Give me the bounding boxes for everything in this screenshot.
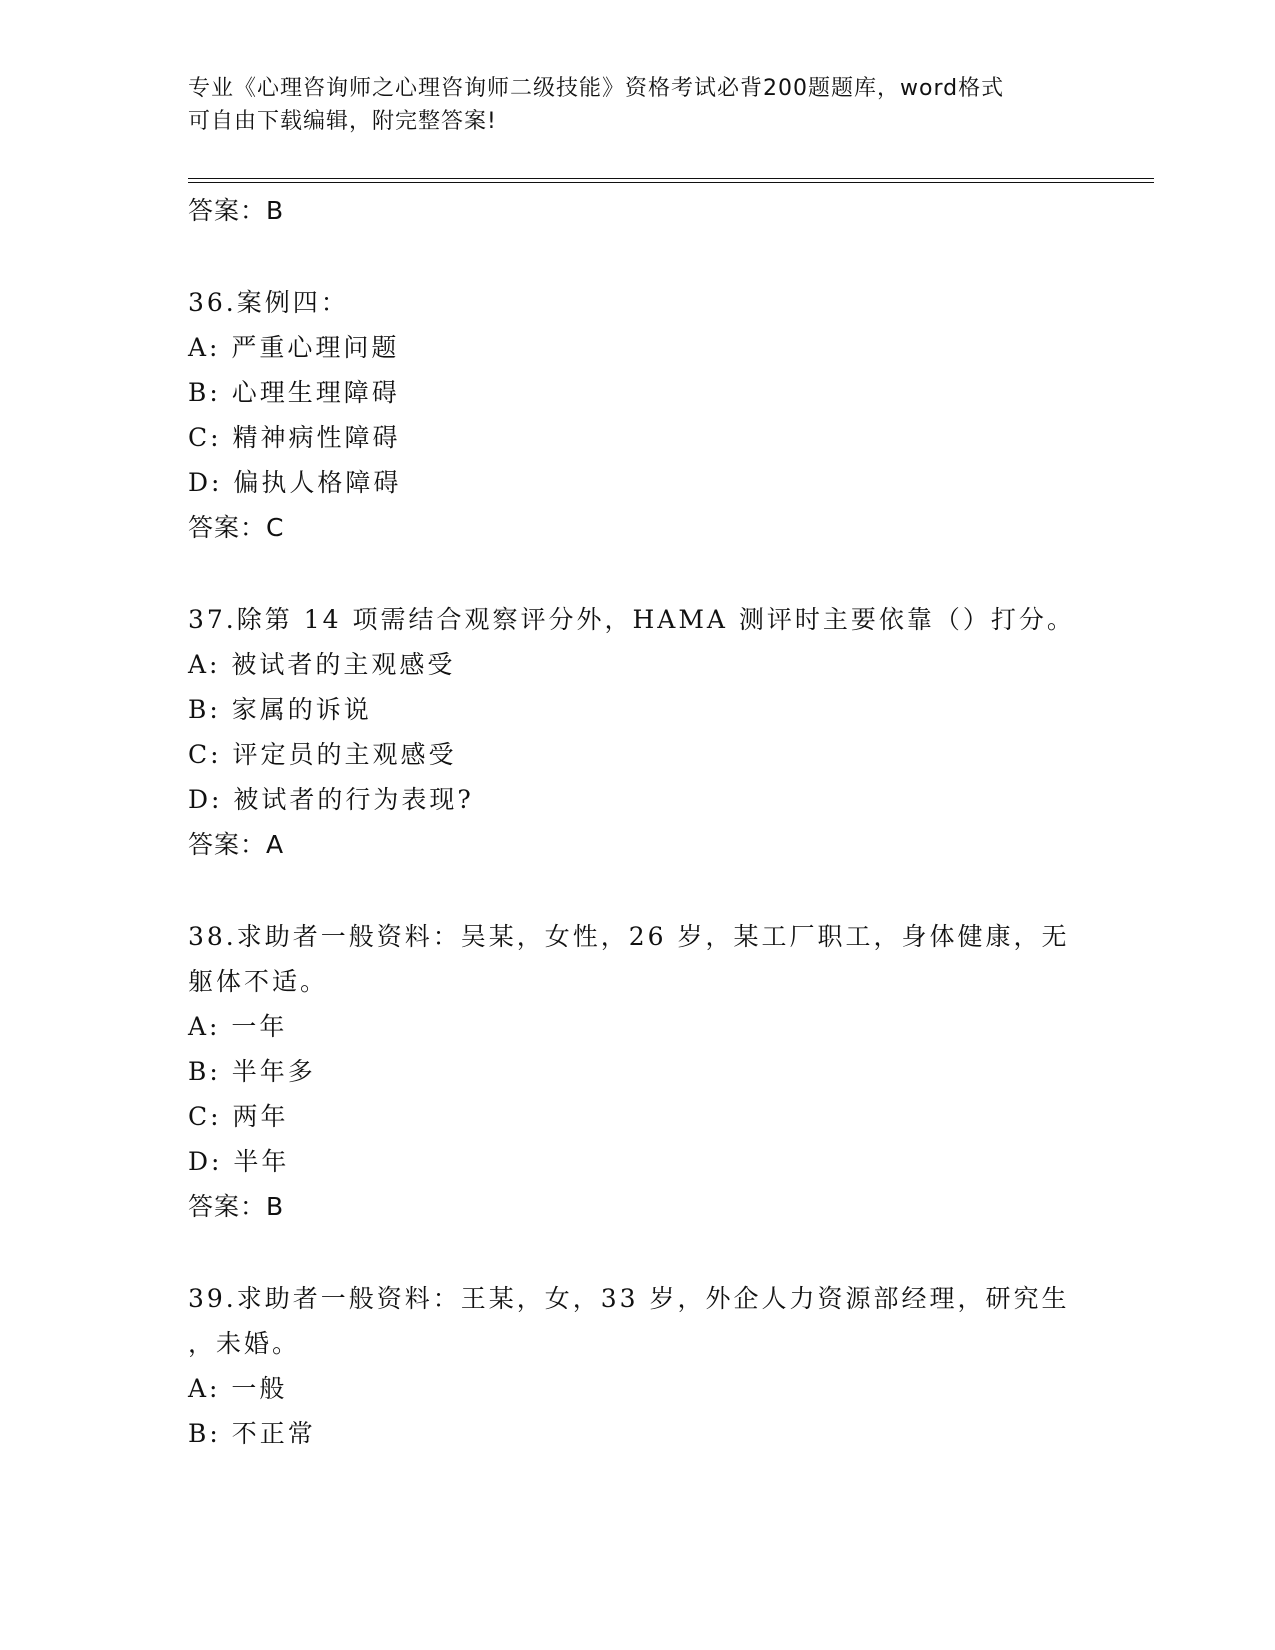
option-b: B: 心理生理障碍 [188,378,400,407]
answer-line: 答案：A [188,830,285,859]
answer-line: 答案：C [188,513,285,542]
option-b: B: 不正常 [188,1419,316,1448]
option-a: A: 被试者的主观感受 [188,650,456,679]
page-header [188,72,1068,138]
question-text-line-1: 38.求助者一般资料：吴某，女性，26 岁，某工厂职工，身体健康，无 [188,922,1070,951]
option-d: D: 偏执人格障碍 [188,468,402,497]
question-text-line-2: ，未婚。 [188,1329,301,1358]
answer-line: 答案：B [188,196,285,225]
answer-line: 答案：B [188,1192,285,1221]
option-a: A: 严重心理问题 [188,333,400,362]
question-block-38 [188,914,1088,1229]
option-b: B: 家属的诉说 [188,695,372,724]
option-d: D: 半年 [188,1147,290,1176]
header-line-2: 可自由下载编辑，附完整答案! [188,109,497,134]
option-d: D: 被试者的行为表现? [188,785,474,814]
header-divider [188,178,1154,183]
question-text-line-1: 39.求助者一般资料：王某，女，33 岁，外企人力资源部经理，研究生 [188,1284,1070,1313]
question-block-39 [188,1276,1088,1456]
option-c: C: 两年 [188,1102,289,1131]
option-c: C: 评定员的主观感受 [188,740,457,769]
option-a: A: 一年 [188,1012,288,1041]
question-text: 36.案例四： [188,288,349,317]
question-text-line-2: 躯体不适。 [188,967,329,996]
question-block-37 [188,597,1088,867]
question-block-36 [188,280,1088,550]
option-b: B: 半年多 [188,1057,316,1086]
option-c: C: 精神病性障碍 [188,423,401,452]
header-line-1: 专业《心理咨询师之心理咨询师二级技能》资格考试必背200题题库，word格式 [188,76,1005,101]
option-a: A: 一般 [188,1374,288,1403]
question-list [188,188,1088,1456]
question-text: 37.除第 14 项需结合观察评分外，HAMA 测评时主要依靠（）打分。 [188,605,1075,634]
